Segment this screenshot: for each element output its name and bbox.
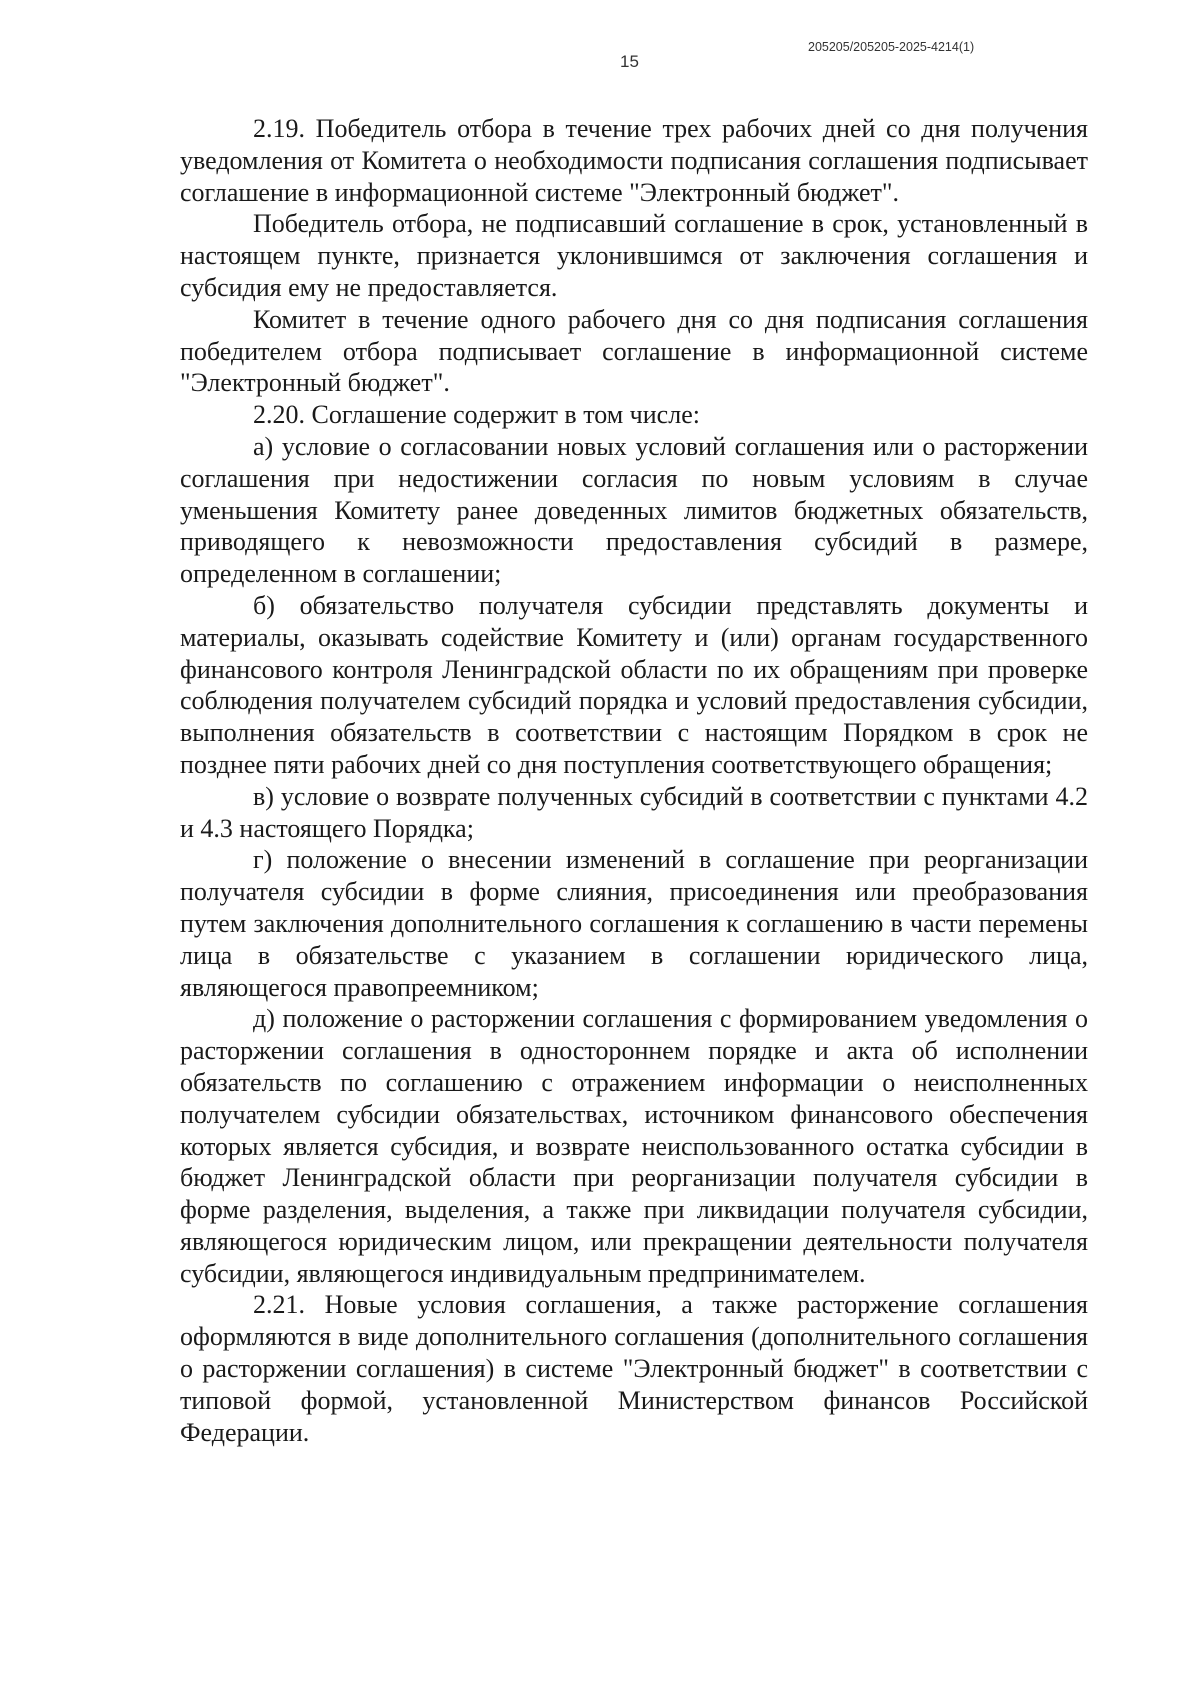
paragraph-item-d: д) положение о расторжении соглашения с формированием уведомления о расторжении соглашения в одностороннем порядке и акта об исполнении обязательств по соглашению с отражением информации о неисполненных получателем субсидии обязательствах, источником финансового обеспечения которых является субсидия, и возврате неиспользованного остатка субсидии в бюджет Ленинградской области при реорганизации получателя субсидии в форме разделения, выделения, а также при ликвидации получателя субсидии, являющегося юридическим лицом, или прекращении деятельности получателя субсидии, являющегося индивидуальным предпринимателем. bbox=[180, 1004, 1088, 1288]
paragraph-winner-refusal: Победитель отбора, не подписавший соглашение в срок, установленный в настоящем пункте, признается уклонившимся от заключения соглашения и субсидия ему не предоставляется. bbox=[180, 209, 1088, 302]
document-code: 205205/205205-2025-4214(1) bbox=[808, 40, 975, 54]
paragraph-item-b: б) обязательство получателя субсидии представлять документы и материалы, оказывать содействие Комитету и (или) органам государственного финансового контроля Ленинградской области по их обращениям при проверке соблюдения получателем субсидий порядка и условий предоставления субсидии, выполнения обязательств в соответствии с настоящим Порядком в срок не позднее пяти рабочих дней со дня поступления соответствующего обращения; bbox=[180, 590, 1088, 779]
page-number: 15 bbox=[620, 52, 639, 71]
paragraph-item-v: в) условие о возврате полученных субсидий в соответствии с пунктами 4.2 и 4.3 настоящего Порядка; bbox=[180, 781, 1088, 843]
paragraph-2-21: 2.21. Новые условия соглашения, а также расторжение соглашения оформляются в виде дополнительного соглашения (дополнительного соглашения о расторжении соглашения) в системе "Электронный бюджет" в соответствии с типовой формой, установленной Министерством финансов Российской Федерации. bbox=[180, 1290, 1088, 1447]
document-body bbox=[180, 113, 1088, 1448]
paragraph-item-a: а) условие о согласовании новых условий соглашения или о расторжении соглашения при недостижении согласия по новым условиям в случае уменьшения Комитету ранее доведенных лимитов бюджетных обязательств, приводящего к невозможности предоставления субсидий в размере, определенном в соглашении; bbox=[180, 431, 1088, 589]
paragraph-committee-signing: Комитет в течение одного рабочего дня со дня подписания соглашения победителем отбора подписывает соглашение в информационной системе "Электронный бюджет". bbox=[180, 304, 1088, 398]
paragraph-item-g: г) положение о внесении изменений в соглашение при реорганизации получателя субсидии в форме слияния, присоединения или преобразования путем заключения дополнительного соглашения к соглашению в части перемены лица в обязательстве с указанием в соглашении юридического лица, являющегося правопреемником; bbox=[180, 845, 1088, 1002]
paragraph-2-19: 2.19. Победитель отбора в течение трех рабочих дней со дня получения уведомления от Комитета о необходимости подписания соглашения подписывает соглашение в информационной системе "Электронный бюджет". bbox=[180, 114, 1088, 207]
paragraph-2-20: 2.20. Соглашение содержит в том числе: bbox=[253, 400, 700, 430]
